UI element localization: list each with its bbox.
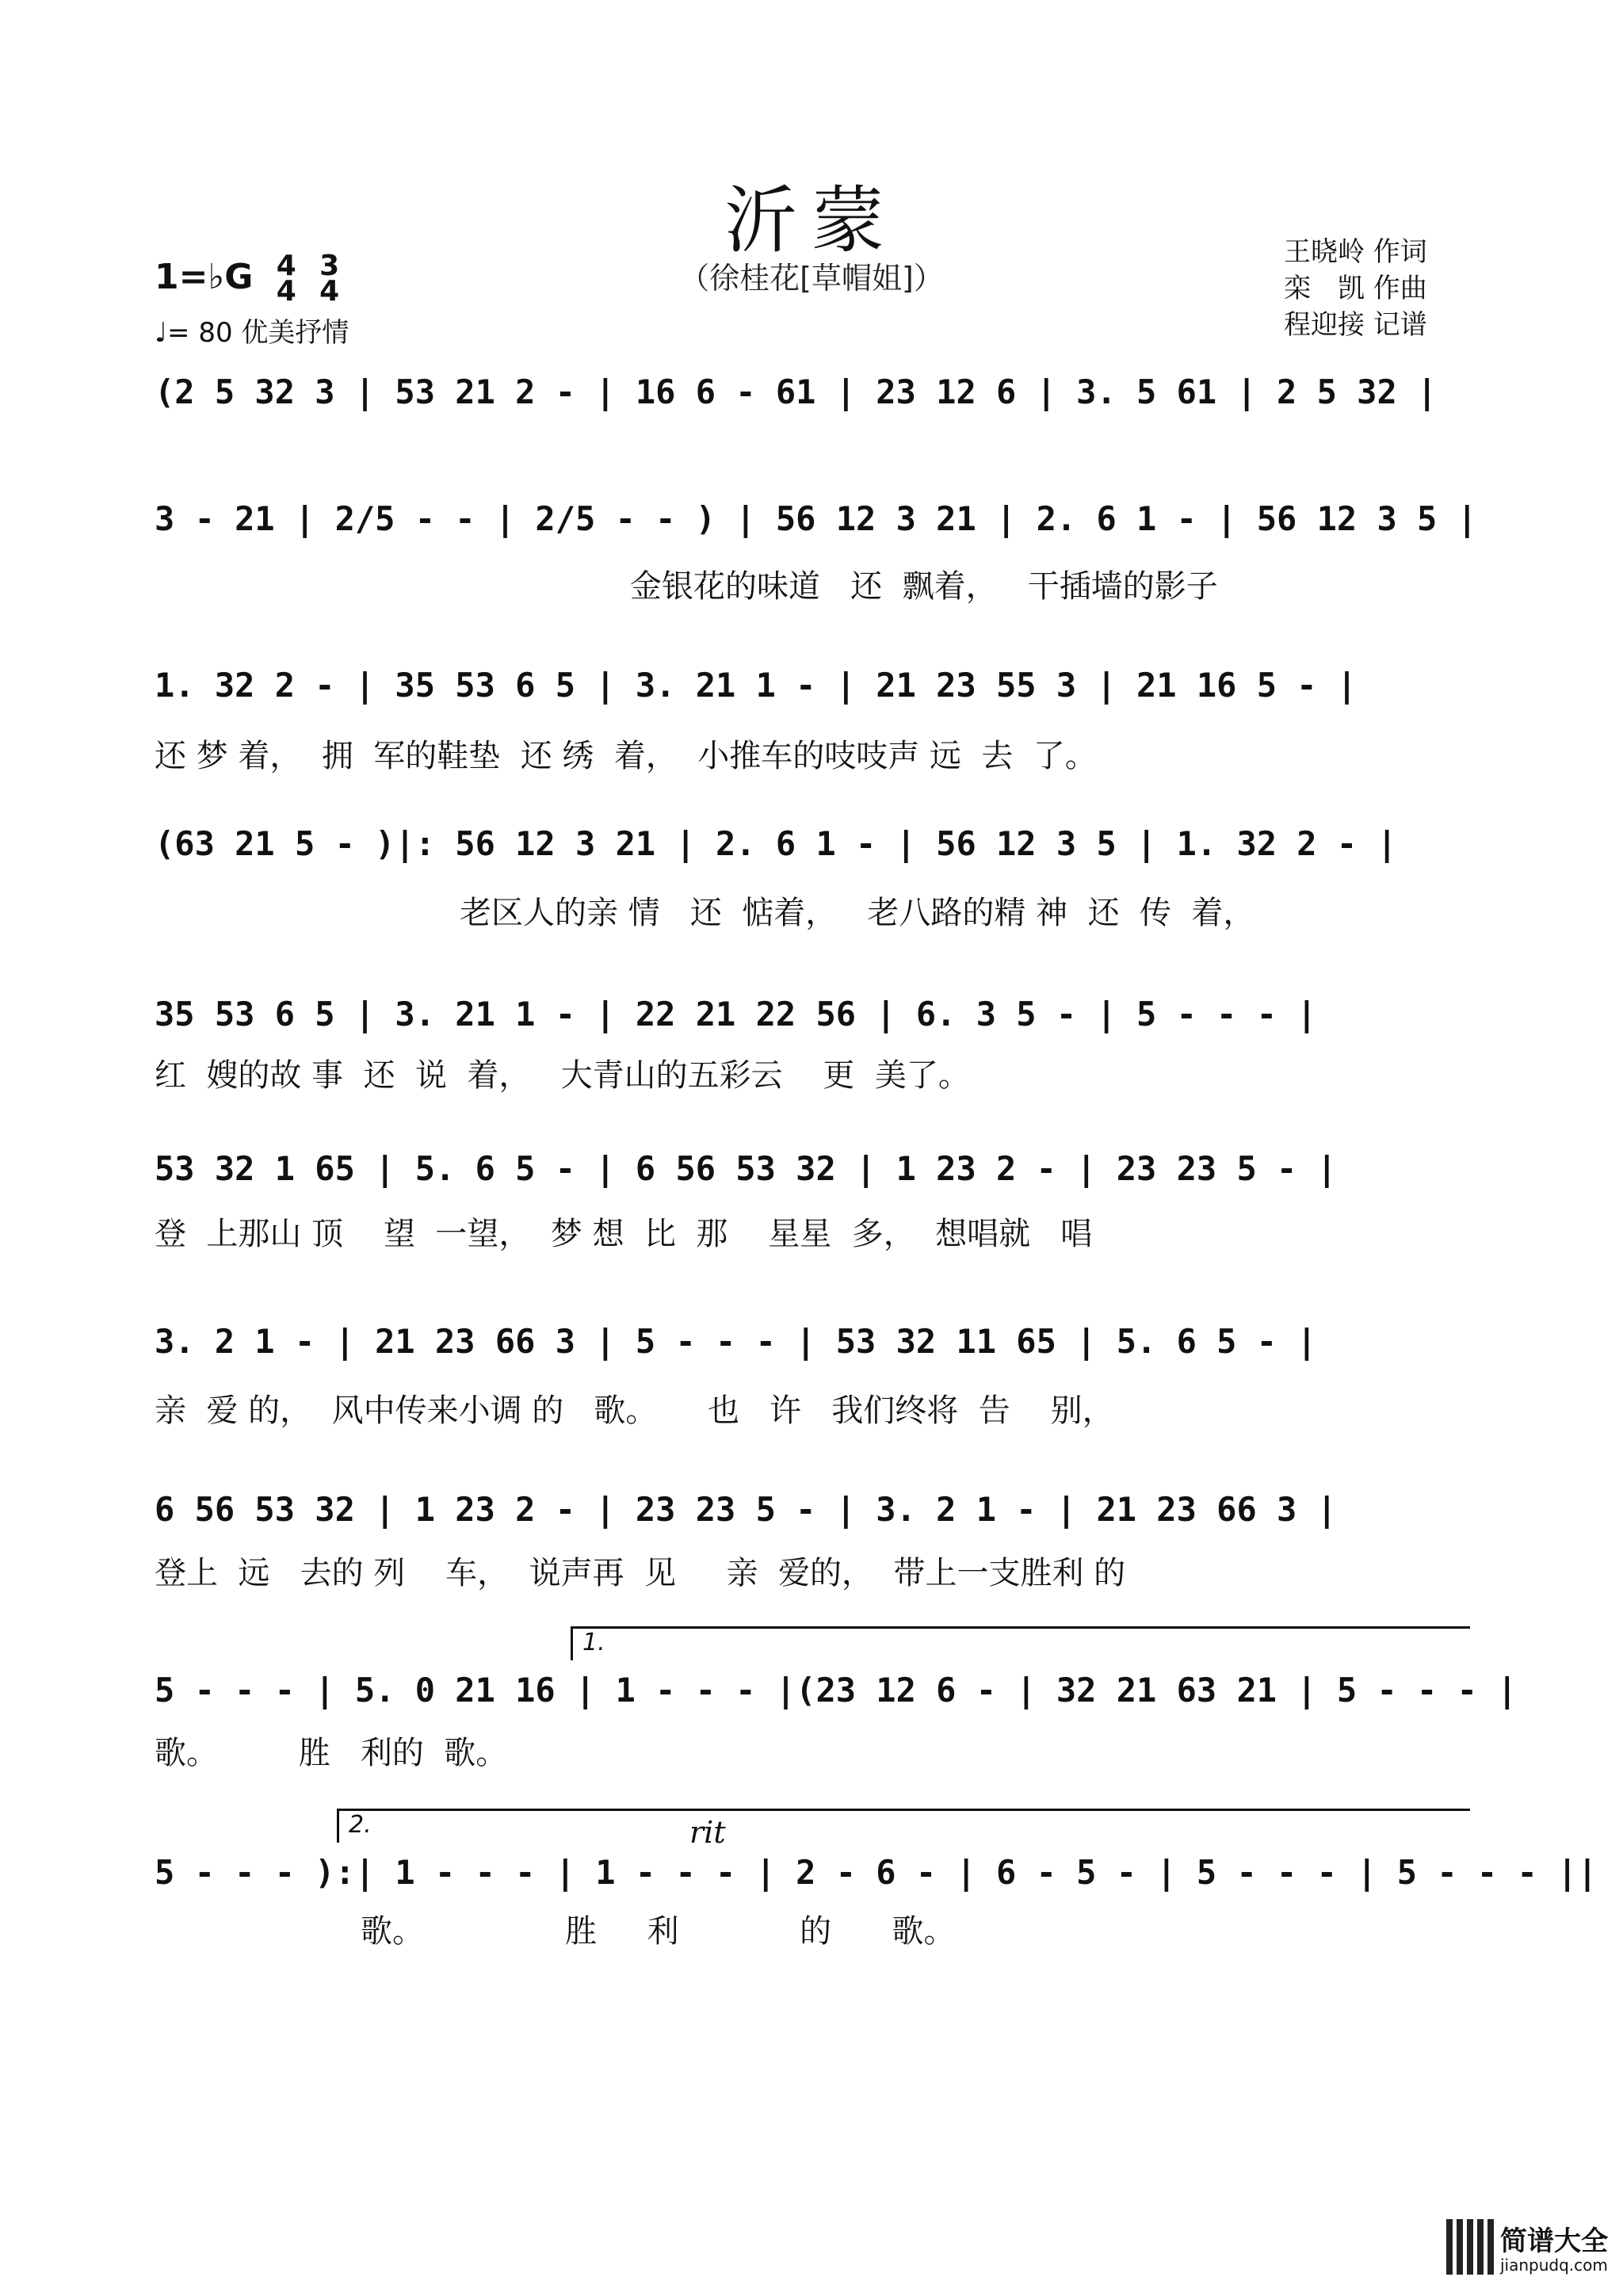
lyric-row-10: 歌。 胜 利 的 歌。 (361, 1913, 956, 1950)
transcriber-credit: 程迎接 记谱 (1284, 309, 1427, 341)
key-label: 1=♭G (155, 257, 254, 297)
lyric-row-5: 红 嫂的故 事 还 说 着， 大青山的五彩云 更 美了。 (155, 1057, 970, 1094)
notation-row-4: (63 21 5 - )|: 56 12 3 21 | 2. 6 1 - | 56 12 3 5 | 1. 32 2 - | (155, 824, 1397, 863)
time-sig-bottom: 4 (276, 275, 296, 308)
lyric-row-7: 亲 爱 的， 风中传来小调 的 歌。 也 许 我们终将 告 别， (155, 1392, 1114, 1429)
lyric-row-3: 还 梦 着， 拥 军的鞋垫 还 绣 着， 小推车的吱吱声 远 去 了。 (155, 738, 1097, 774)
watermark-url: jianpudq.com (1500, 2256, 1608, 2275)
credits (1284, 234, 1553, 343)
notation-row-5: 35 53 6 5 | 3. 21 1 - | 22 21 22 56 | 6. 3 5 - | 5 - - - | (155, 995, 1317, 1033)
volta-1: 1. (571, 1626, 1470, 1660)
notation-row-6: 53 32 1 65 | 5. 6 5 - | 6 56 53 32 | 1 23 2 - | 23 23 5 - | (155, 1149, 1337, 1188)
lyricist-credit: 王晓岭 作词 (1284, 236, 1427, 268)
notation-row-1: (2 5 32 3 | 53 21 2 - | 16 6 - 61 | 23 12 6 | 3. 5 61 | 2 5 32 | (155, 372, 1438, 411)
song-title: 沂蒙 (724, 178, 899, 263)
time-signature-4-4 (276, 250, 296, 308)
lyric-row-2: 金银花的味道 还 飘着， 干插墙的影子 (630, 568, 1218, 605)
notation-row-8: 6 56 53 32 | 1 23 2 - | 23 23 5 - | 3. 2 1 - | 21 23 66 3 | (155, 1490, 1337, 1529)
time-signature-3-4 (319, 250, 340, 308)
ritardando-mark: rit (689, 1815, 726, 1850)
volta-2: 2. (337, 1809, 1470, 1843)
watermark (1446, 2219, 1613, 2283)
lyric-row-4: 老区人的亲 情 还 惦着， 老八路的精 神 还 传 着， (460, 895, 1255, 931)
lyric-row-6: 登 上那山 顶 望 一望， 梦 想 比 那 星星 多， 想唱就 唱 (155, 1216, 1093, 1252)
notation-row-3: 1. 32 2 - | 35 53 6 5 | 3. 21 1 - | 21 23 55 3 | 21 16 5 - | (155, 666, 1358, 705)
time-sig-top: 4 (276, 250, 296, 282)
notation-row-7: 3. 2 1 - | 21 23 66 3 | 5 - - - | 53 32 11 65 | 5. 6 5 - | (155, 1322, 1317, 1361)
lyric-row-8: 登上 远 去的 列 车， 说声再 见 亲 爱的， 带上一支胜利 的 (155, 1555, 1126, 1591)
time-sig-bottom: 4 (319, 275, 340, 308)
key-signature (155, 250, 340, 308)
time-sig-top: 3 (319, 250, 340, 282)
piano-keys-icon (1446, 2219, 1494, 2275)
song-subtitle: （徐桂花[草帽姐]） (679, 261, 944, 296)
notation-row-2: 3 - 21 | 2/5 - - | 2/5 - - ) | 56 12 3 21 | 2. 6 1 - | 56 12 3 5 | (155, 499, 1477, 538)
lyric-row-9: 歌。 胜 利的 歌。 (155, 1735, 508, 1771)
composer-credit: 栾 凯 作曲 (1284, 273, 1427, 304)
notation-row-9: 5 - - - | 5. 0 21 16 | 1 - - - |(23 12 6 - | 32 21 63 21 | 5 - - - | (155, 1671, 1518, 1710)
watermark-name: 简谱大全 (1500, 2225, 1608, 2257)
notation-row-10: 5 - - - ):| 1 - - - | 1 - - - | 2 - 6 - | 6 - 5 - | 5 - - - | 5 - - - || (155, 1853, 1598, 1892)
tempo-marking: ♩= 80 优美抒情 (155, 317, 349, 349)
